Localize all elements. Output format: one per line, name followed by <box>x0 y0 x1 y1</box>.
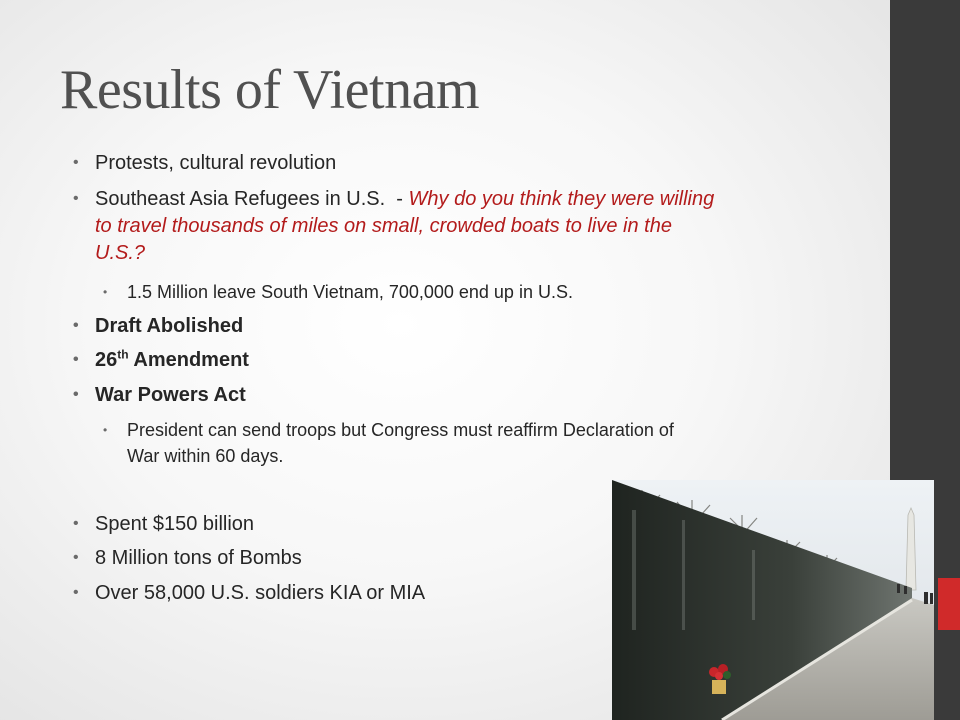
bullet-icon: • <box>103 423 108 437</box>
bullet-icon: • <box>73 190 79 207</box>
list-subitem: • 1.5 Million leave South Vietnam, 700,000 end up in U.S. <box>103 282 573 302</box>
bullet-icon: • <box>103 285 108 299</box>
bullet-icon: • <box>73 154 79 171</box>
list-subitem: • President can send troops but Congress must reaffirm Declaration of <box>103 420 674 440</box>
list-item: • Spent $150 billion <box>73 513 255 535</box>
list-item-continuation: U.S.? <box>95 242 146 264</box>
list-item: • Protests, cultural revolution <box>73 152 337 174</box>
slide-title: Results of Vietnam <box>60 59 480 121</box>
bullet-icon: • <box>73 549 79 566</box>
list-item: • 26th Amendment <box>73 347 249 371</box>
list-item: • Southeast Asia Refugees in U.S. - Why do you think they were willing <box>73 188 715 210</box>
list-item: • War Powers Act <box>73 384 246 406</box>
list-subitem-continuation: War within 60 days. <box>127 446 284 466</box>
bullet-icon: • <box>73 386 79 403</box>
list-item: • Draft Abolished <box>73 315 244 337</box>
bullet-icon: • <box>73 515 79 532</box>
bullet-icon: • <box>73 584 79 601</box>
bullet-icon: • <box>73 317 79 334</box>
list-item-continuation: to travel thousands of miles on small, crowded boats to live in the <box>95 215 672 237</box>
list-item: • 8 Million tons of Bombs <box>73 547 302 569</box>
memorial-wall-photo <box>612 480 934 720</box>
accent-tab <box>938 578 960 630</box>
list-item: • Over 58,000 U.S. soldiers KIA or MIA <box>73 582 426 604</box>
bullet-icon: • <box>73 351 79 368</box>
